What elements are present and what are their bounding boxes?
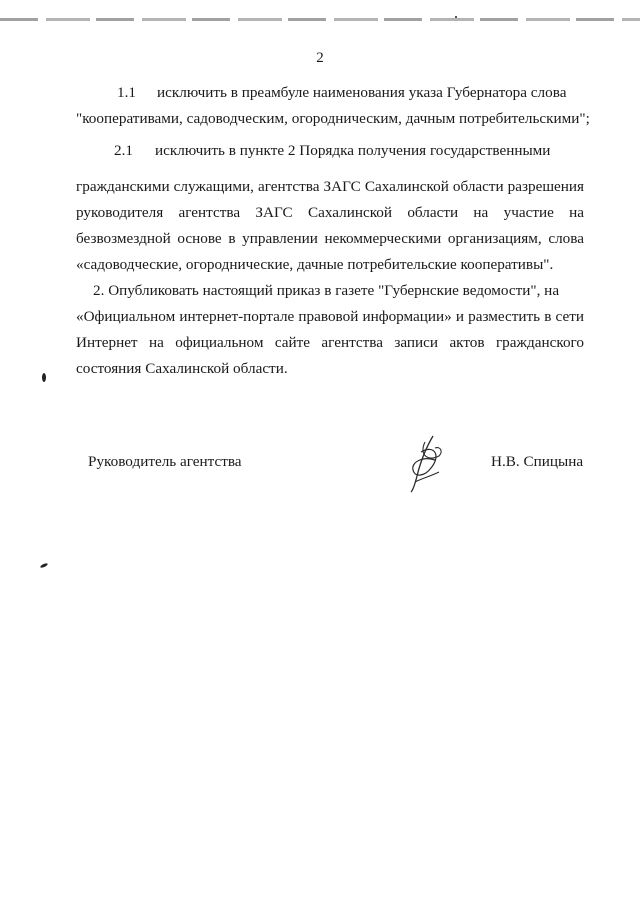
- item-2-line-1: 2. Опубликовать настоящий приказ в газете "Губернские ведомости", на: [93, 282, 560, 299]
- item-2-1-line-1: исключить в пункте 2 Порядка получения государственными: [155, 142, 551, 159]
- handwritten-signature: [405, 432, 447, 494]
- item-2-1-number: 2.1: [114, 142, 133, 159]
- signatory-position: Руководитель агентства: [88, 453, 242, 470]
- item-1-1-line-1: исключить в преамбуле наименования указа Губернатора слова: [157, 84, 567, 101]
- scan-speck: [40, 562, 49, 568]
- scan-speck: [455, 16, 457, 18]
- item-1-1-line-2: "кооперативами, садоводческим, огородническим, дачным потребительскими";: [76, 110, 590, 127]
- item-2-1-line-5: «садоводческие, огороднические, дачные потребительские кооперативы".: [76, 256, 554, 273]
- signatory-name: Н.В. Спицына: [491, 453, 584, 470]
- item-2-line-3: Интернет на официальном сайте агентства записи актов гражданского: [76, 334, 584, 351]
- scan-speck: [42, 373, 46, 382]
- item-2-line-4: состояния Сахалинской области.: [76, 360, 288, 377]
- item-2-1-line-2: гражданскими служащими, агентства ЗАГС Сахалинской области разрешения: [76, 178, 584, 195]
- scan-edge-artifact: [0, 18, 640, 21]
- item-2-1-line-4: безвозмездной основе в управлении некоммерческими организациям, слова: [76, 230, 584, 247]
- page-number: 2: [316, 50, 324, 66]
- item-1-1-number: 1.1: [117, 84, 136, 101]
- item-2-line-2: «Официальном интернет-портале правовой информации» и разместить в сети: [76, 308, 584, 325]
- item-2-1-line-3: руководителя агентства ЗАГС Сахалинской области на участие на: [76, 204, 584, 221]
